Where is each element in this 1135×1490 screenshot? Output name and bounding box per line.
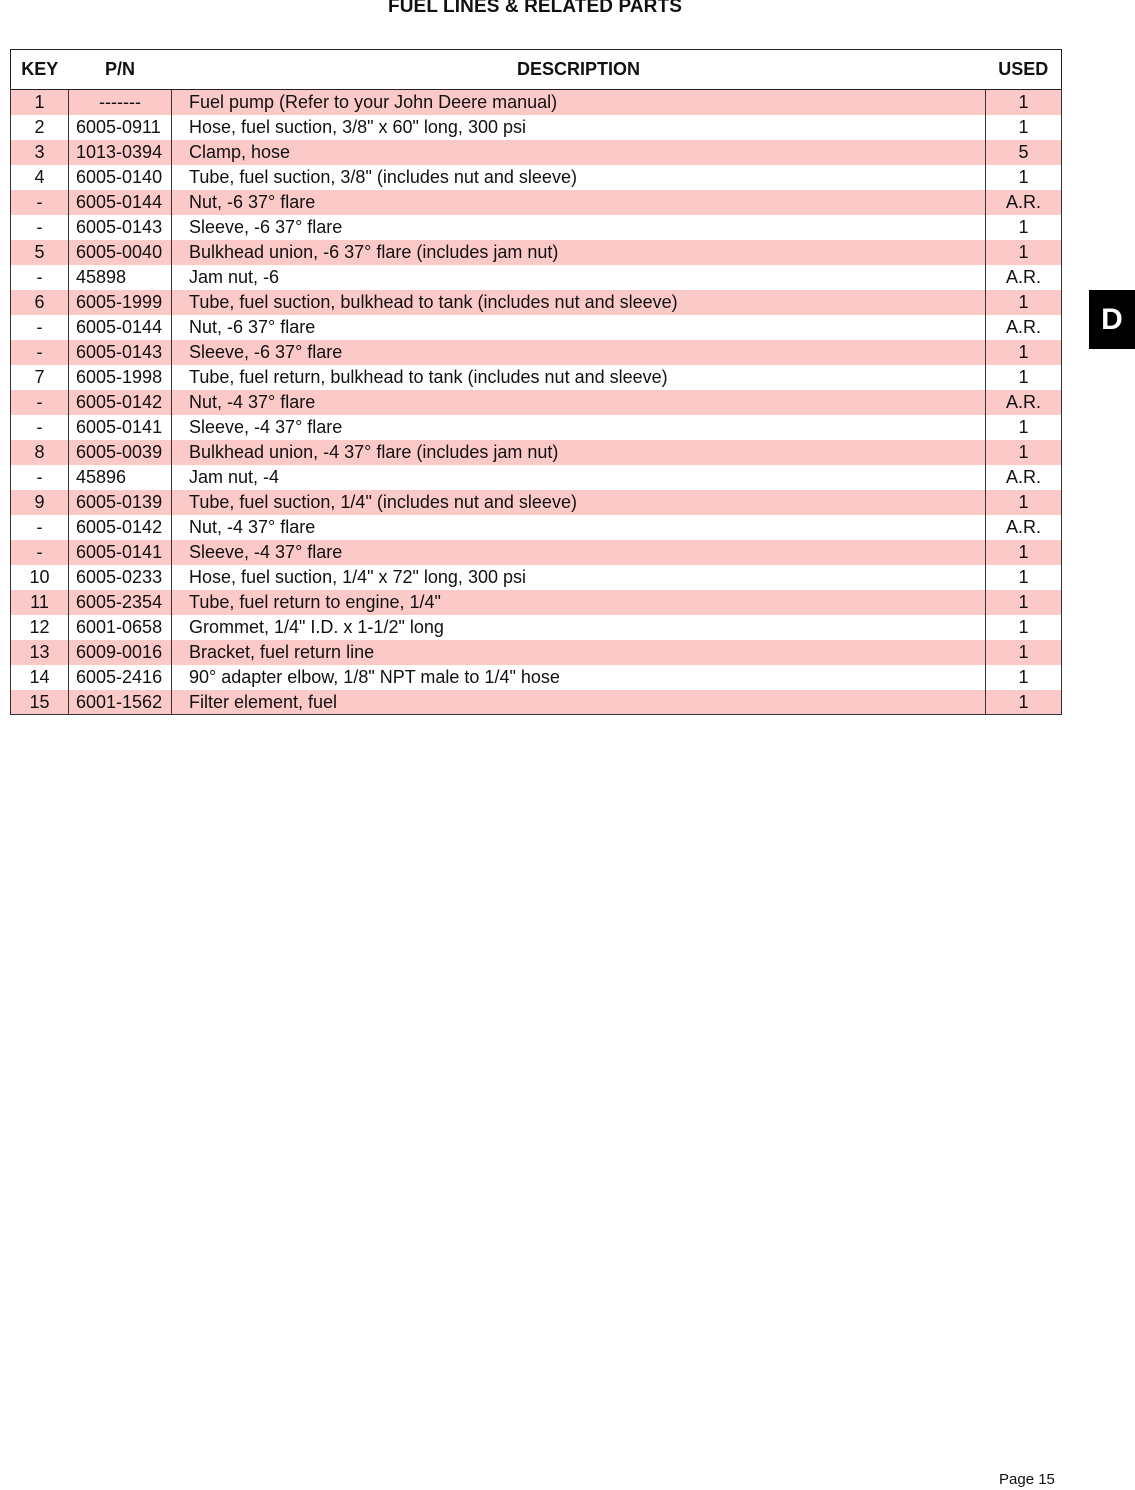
cell-part-number: 6001-1562 [69, 690, 172, 715]
table-row [11, 290, 1062, 315]
cell-description: Jam nut, -6 [172, 265, 986, 290]
cell-key: 1 [11, 90, 69, 115]
cell-part-number: 6005-0143 [69, 340, 172, 365]
table-row [11, 665, 1062, 690]
cell-part-number: 6005-0139 [69, 490, 172, 515]
parts-table-body [11, 90, 1062, 715]
cell-part-number: 6005-1998 [69, 365, 172, 390]
cell-key: 5 [11, 240, 69, 265]
cell-description: Clamp, hose [172, 140, 986, 165]
cell-description: Filter element, fuel [172, 690, 986, 715]
table-row [11, 90, 1062, 115]
cell-description: 90° adapter elbow, 1/8" NPT male to 1/4" hose [172, 665, 986, 690]
cell-used: 1 [986, 215, 1062, 240]
cell-used: A.R. [986, 390, 1062, 415]
cell-key: 6 [11, 290, 69, 315]
cell-description: Tube, fuel suction, 3/8" (includes nut and sleeve) [172, 165, 986, 190]
cell-key: 4 [11, 165, 69, 190]
cell-key: 15 [11, 690, 69, 715]
cell-part-number: 1013-0394 [69, 140, 172, 165]
cell-description: Fuel pump (Refer to your John Deere manual) [172, 90, 986, 115]
cell-used: A.R. [986, 315, 1062, 340]
column-header-key: KEY [11, 50, 69, 90]
cell-description: Sleeve, -4 37° flare [172, 415, 986, 440]
cell-key: - [11, 315, 69, 340]
table-row [11, 215, 1062, 240]
cell-part-number: ------- [69, 90, 172, 115]
table-row [11, 340, 1062, 365]
table-row [11, 365, 1062, 390]
cell-part-number: 45898 [69, 265, 172, 290]
column-header-description: DESCRIPTION [172, 50, 986, 90]
cell-used: 1 [986, 665, 1062, 690]
cell-key: - [11, 215, 69, 240]
table-row [11, 515, 1062, 540]
page-number: Page 15 [999, 1471, 1055, 1488]
cell-used: A.R. [986, 265, 1062, 290]
cell-used: 1 [986, 340, 1062, 365]
table-row [11, 190, 1062, 215]
cell-key: 11 [11, 590, 69, 615]
table-row [11, 590, 1062, 615]
cell-description: Bracket, fuel return line [172, 640, 986, 665]
table-row [11, 615, 1062, 640]
cell-description: Sleeve, -4 37° flare [172, 540, 986, 565]
cell-part-number: 6005-0143 [69, 215, 172, 240]
cell-key: 7 [11, 365, 69, 390]
cell-description: Bulkhead union, -6 37° flare (includes jam nut) [172, 240, 986, 265]
cell-used: 1 [986, 165, 1062, 190]
cell-description: Tube, fuel suction, 1/4" (includes nut and sleeve) [172, 490, 986, 515]
cell-part-number: 6005-2354 [69, 590, 172, 615]
cell-used: 1 [986, 690, 1062, 715]
cell-key: 10 [11, 565, 69, 590]
cell-key: 9 [11, 490, 69, 515]
cell-used: 1 [986, 440, 1062, 465]
table-row [11, 315, 1062, 340]
cell-description: Nut, -4 37° flare [172, 390, 986, 415]
cell-key: - [11, 515, 69, 540]
cell-key: - [11, 340, 69, 365]
table-row [11, 465, 1062, 490]
column-header-pn: P/N [69, 50, 172, 90]
cell-key: - [11, 465, 69, 490]
table-row [11, 240, 1062, 265]
table-row [11, 440, 1062, 465]
cell-description: Nut, -6 37° flare [172, 190, 986, 215]
cell-key: - [11, 390, 69, 415]
cell-description: Bulkhead union, -4 37° flare (includes jam nut) [172, 440, 986, 465]
cell-key: 8 [11, 440, 69, 465]
cell-used: A.R. [986, 190, 1062, 215]
cell-description: Nut, -4 37° flare [172, 515, 986, 540]
table-row [11, 140, 1062, 165]
cell-used: 5 [986, 140, 1062, 165]
cell-used: 1 [986, 615, 1062, 640]
cell-part-number: 6005-0233 [69, 565, 172, 590]
table-row [11, 640, 1062, 665]
table-row [11, 540, 1062, 565]
cell-part-number: 6005-0141 [69, 415, 172, 440]
table-header-row [11, 50, 1062, 90]
cell-part-number: 6005-0040 [69, 240, 172, 265]
column-header-used: USED [986, 50, 1062, 90]
parts-table [10, 49, 1062, 715]
table-row [11, 415, 1062, 440]
cell-part-number: 45896 [69, 465, 172, 490]
cell-used: 1 [986, 240, 1062, 265]
cell-used: 1 [986, 565, 1062, 590]
cell-key: - [11, 190, 69, 215]
cell-used: 1 [986, 415, 1062, 440]
cell-key: - [11, 265, 69, 290]
cell-part-number: 6005-2416 [69, 665, 172, 690]
cell-key: - [11, 540, 69, 565]
cell-description: Hose, fuel suction, 1/4" x 72" long, 300 psi [172, 565, 986, 590]
cell-key: 12 [11, 615, 69, 640]
cell-part-number: 6005-0141 [69, 540, 172, 565]
cell-part-number: 6005-0911 [69, 115, 172, 140]
cell-description: Sleeve, -6 37° flare [172, 215, 986, 240]
cell-part-number: 6005-0144 [69, 190, 172, 215]
cell-used: 1 [986, 490, 1062, 515]
cell-used: 1 [986, 90, 1062, 115]
cell-description: Sleeve, -6 37° flare [172, 340, 986, 365]
table-row [11, 165, 1062, 190]
cell-used: A.R. [986, 465, 1062, 490]
cell-description: Hose, fuel suction, 3/8" x 60" long, 300 psi [172, 115, 986, 140]
cell-description: Nut, -6 37° flare [172, 315, 986, 340]
cell-part-number: 6005-0144 [69, 315, 172, 340]
table-row [11, 390, 1062, 415]
table-row [11, 265, 1062, 290]
cell-part-number: 6005-0039 [69, 440, 172, 465]
cell-part-number: 6001-0658 [69, 615, 172, 640]
cell-used: 1 [986, 540, 1062, 565]
cell-description: Tube, fuel return to engine, 1/4" [172, 590, 986, 615]
cell-part-number: 6009-0016 [69, 640, 172, 665]
cell-used: 1 [986, 365, 1062, 390]
section-tab: D [1089, 290, 1135, 349]
cell-key: 14 [11, 665, 69, 690]
cell-part-number: 6005-0140 [69, 165, 172, 190]
cell-part-number: 6005-0142 [69, 390, 172, 415]
cell-used: A.R. [986, 515, 1062, 540]
cell-part-number: 6005-1999 [69, 290, 172, 315]
cell-key: 2 [11, 115, 69, 140]
cell-part-number: 6005-0142 [69, 515, 172, 540]
table-row [11, 565, 1062, 590]
cell-description: Grommet, 1/4" I.D. x 1-1/2" long [172, 615, 986, 640]
cell-used: 1 [986, 115, 1062, 140]
table-row [11, 490, 1062, 515]
cell-key: 13 [11, 640, 69, 665]
table-row [11, 690, 1062, 715]
cell-key: 3 [11, 140, 69, 165]
cell-description: Tube, fuel suction, bulkhead to tank (includes nut and sleeve) [172, 290, 986, 315]
cell-description: Tube, fuel return, bulkhead to tank (includes nut and sleeve) [172, 365, 986, 390]
page-title: FUEL LINES & RELATED PARTS [388, 0, 682, 17]
cell-used: 1 [986, 590, 1062, 615]
cell-used: 1 [986, 290, 1062, 315]
cell-key: - [11, 415, 69, 440]
cell-description: Jam nut, -4 [172, 465, 986, 490]
table-row [11, 115, 1062, 140]
cell-used: 1 [986, 640, 1062, 665]
